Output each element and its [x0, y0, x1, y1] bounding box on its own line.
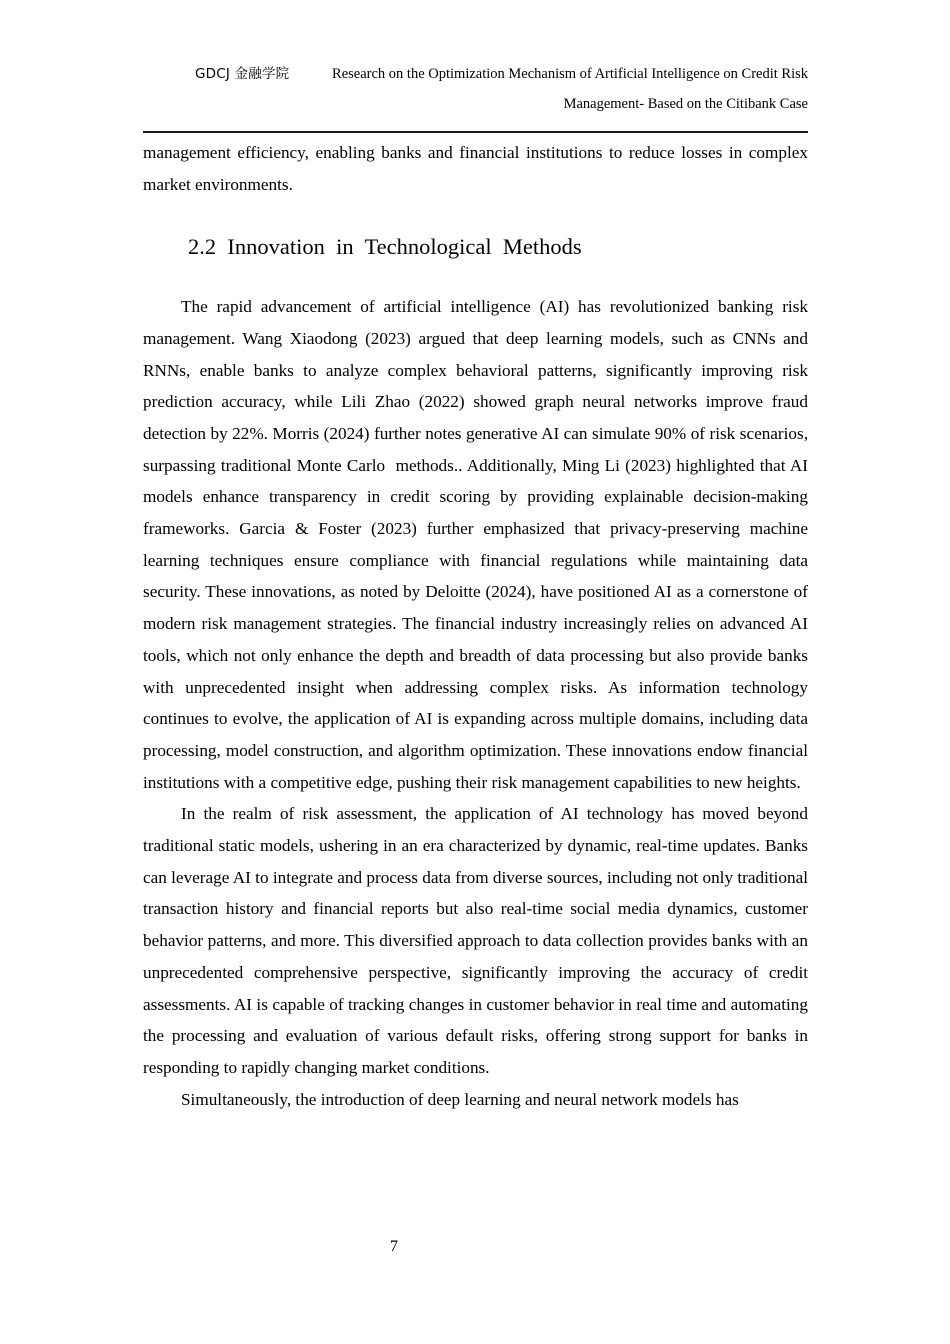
header-row-secondary: [143, 96, 808, 130]
spacer-below-heading: [143, 263, 808, 291]
paragraph-3-deep-learning: Simultaneously, the introduction of deep learning and neural network models has: [181, 1089, 739, 1109]
header-title-line-2: Management- Based on the Citibank Case: [563, 96, 808, 112]
page-number: 7: [390, 1238, 398, 1255]
page-content: [143, 137, 813, 1115]
spacer-above-heading: [143, 200, 808, 231]
header-title-line-1: Research on the Optimization Mechanism of Artificial Intelligence on Credit Risk: [332, 66, 808, 82]
page-header: [143, 62, 808, 130]
paragraph-continued-from-previous-page: management efficiency, enabling banks and financial institutions to reduce losses in complex market environments.: [143, 143, 813, 194]
header-divider-rule: [143, 131, 808, 133]
paragraph-1-technological-innovation: The rapid advancement of artificial intelligence (AI) has revolutionized banking risk management. Wang Xiaodong (2023) argued that deep learning models, such as CNNs and RNNs, enable banks to analyze complex behavioral patterns, significantly improving risk prediction accuracy, while Lili Zhao (2022) showed graph neural networks improve fraud detection by 22%. Morris (2024) further notes generative AI can simulate 90% of risk scenarios, surpassing traditional Monte Carlo methods.. Additionally, Ming Li (2023) highlighted that AI models enhance transparency in credit scoring by providing explainable decision-making frameworks. Garcia & Foster (2023) further emphasized that privacy-preserving machine learning techniques ensure compliance with financial regulations while maintaining data security. These innovations, as noted by Deloitte (2024), have positioned AI as a cornerstone of modern risk management strategies. The financial industry increasingly relies on advanced AI tools, which not only enhance the depth and breadth of data processing but also provide banks with unprecedented insight when addressing complex risks. As information technology continues to evolve, the application of AI is expanding across multiple domains, including data processing, model construction, and algorithm optimization. These innovations endow financial institutions with a competitive edge, pushing their risk management capabilities to new heights.: [143, 297, 813, 792]
page-footer: [0, 1238, 950, 1256]
institution-logo-text: GDCJ 金融学院: [195, 66, 290, 82]
header-row-primary: [143, 62, 808, 96]
section-heading-2-2: 2.2 Innovation in Technological Methods: [188, 234, 582, 260]
paragraph-2-risk-assessment: In the realm of risk assessment, the application of AI technology has moved beyond traditional static models, ushering in an era characterized by dynamic, real-time updates. Banks can leverage AI to integrate and process data from diverse sources, including not only traditional transaction history and financial reports but also real-time social media dynamics, customer behavior patterns, and more. This diversified approach to data collection provides banks with an unprecedented comprehensive perspective, significantly improving the accuracy of credit assessments. AI is capable of tracking changes in customer behavior in real time and automating the processing and evaluation of various default risks, offering strong support for banks in responding to rapidly changing market conditions.: [143, 804, 813, 1077]
